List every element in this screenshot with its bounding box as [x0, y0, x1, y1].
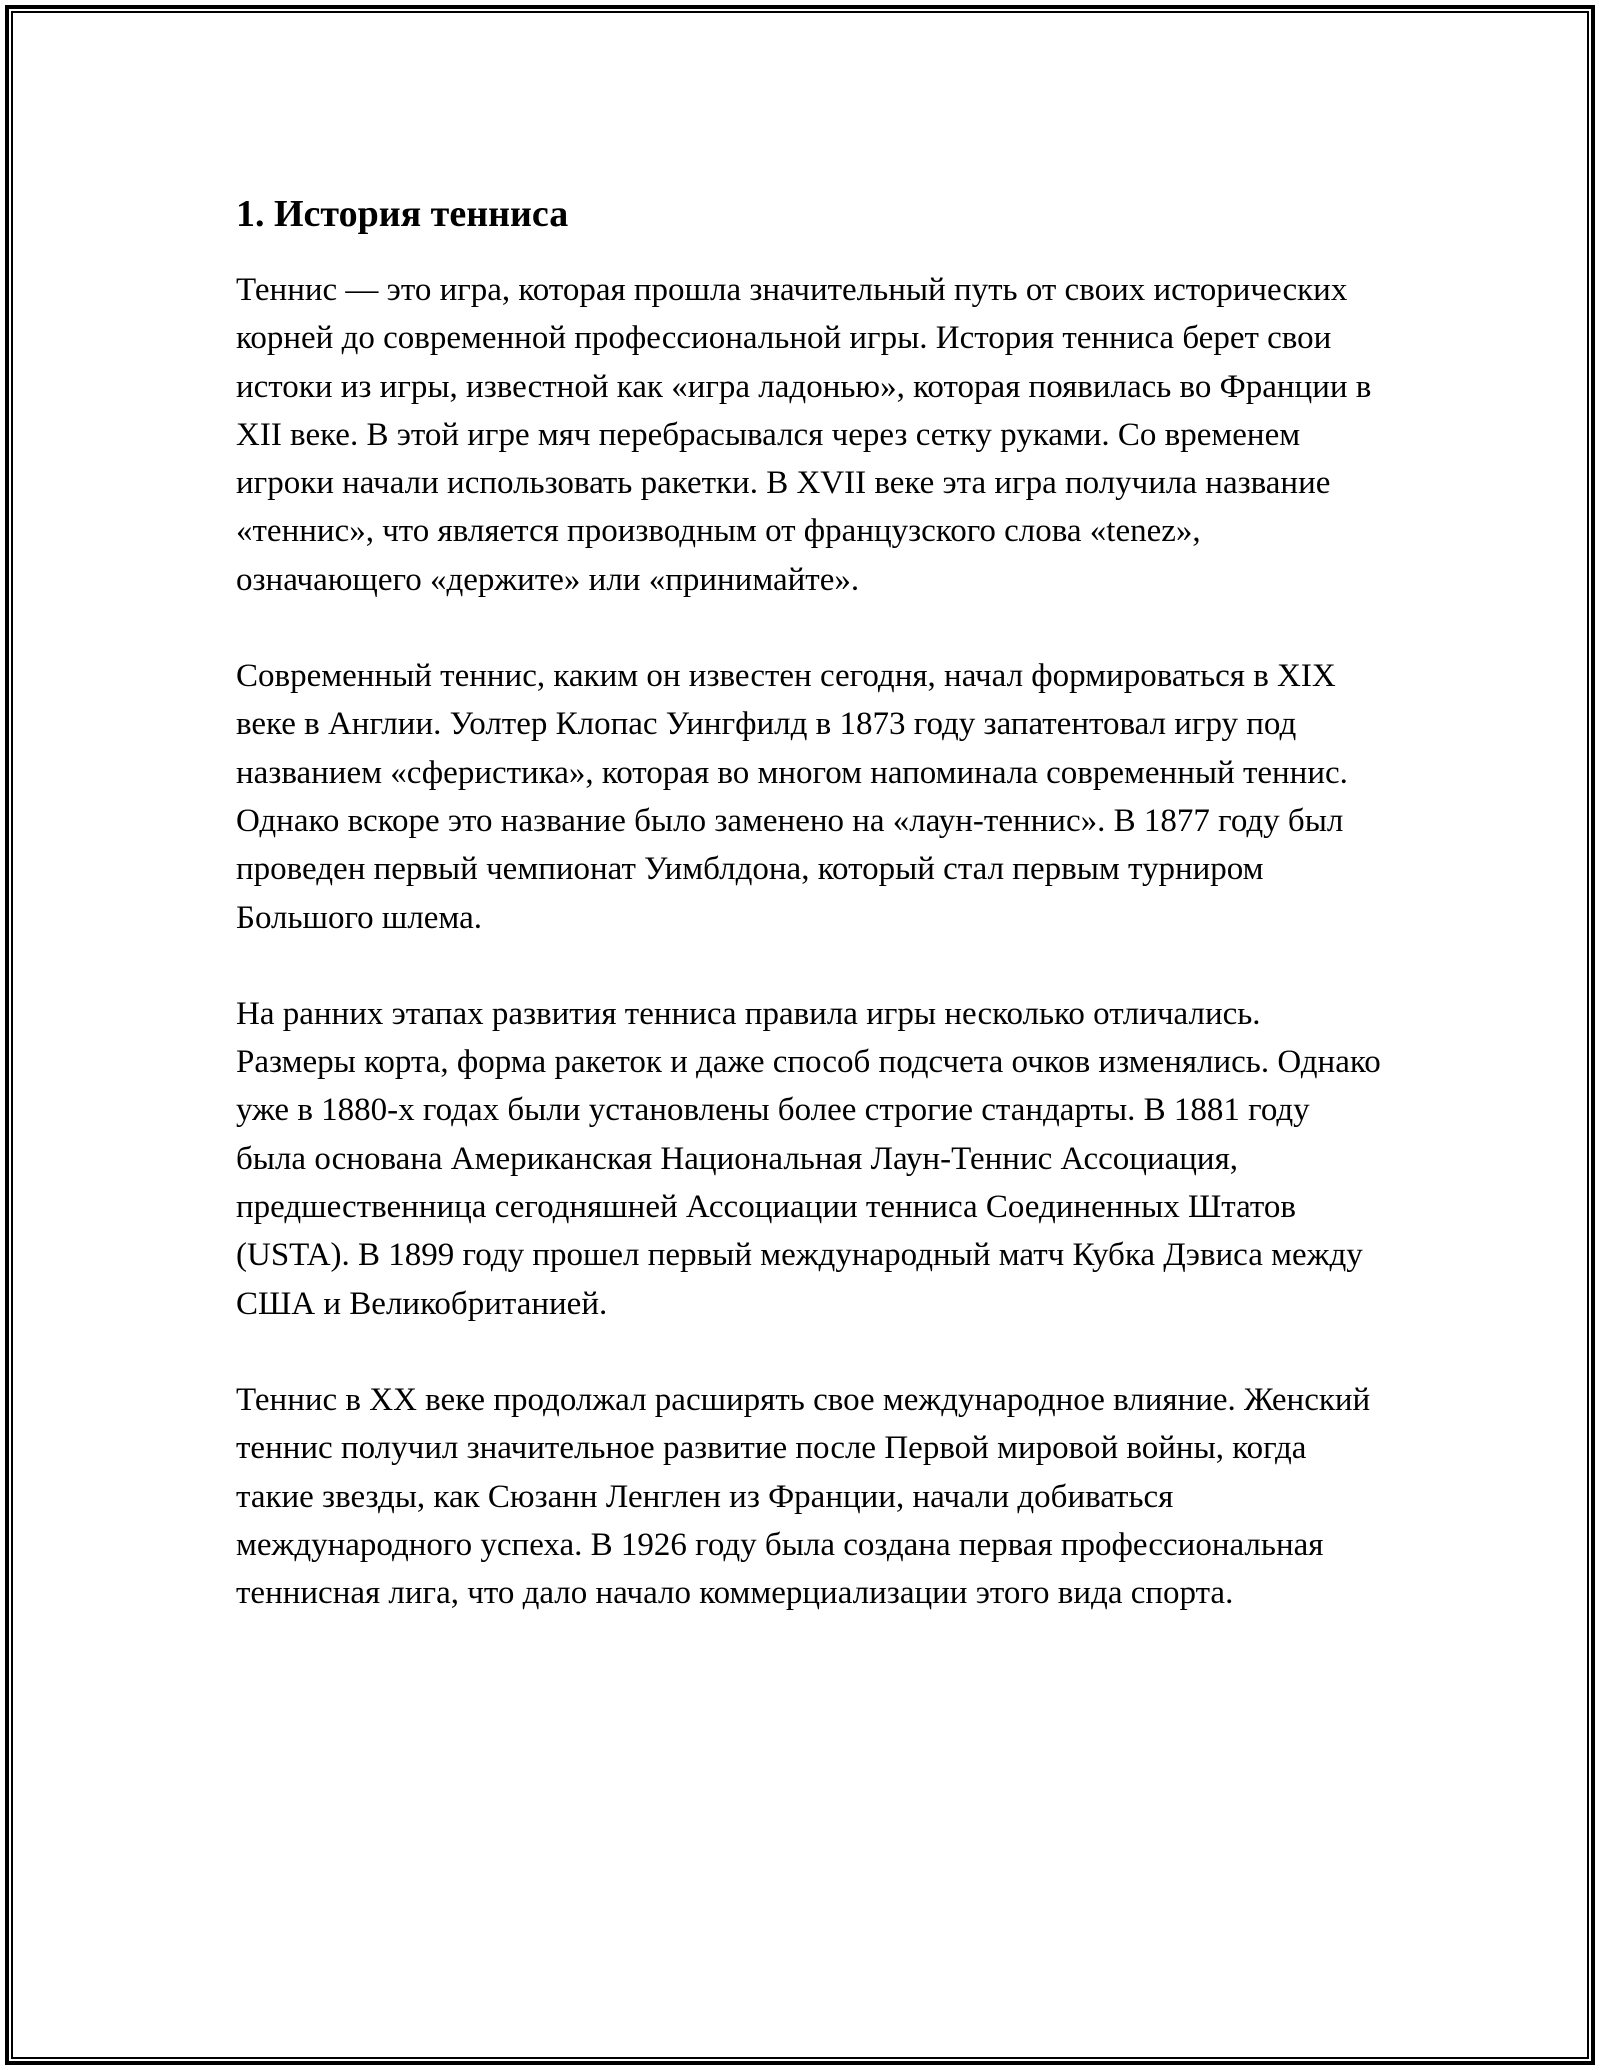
paragraph-3: На ранних этапах развития тенниса правила игры несколько отличались. Размеры корта, форма ракеток и даже способ подсчета очков изменялись. Однако уже в 1880-х годах были установлены более строгие стандарты. В 1881 году была основана Американская Национальная Лаун-Теннис Ассоциация, предшественница сегодняшней Ассоциации тенниса Соединенных Штатов (USTA). В 1899 году прошел первый международный матч Кубка Дэвиса между США и Великобританией. [236, 995, 1381, 1322]
paragraph-1: Теннис — это игра, которая прошла значительный путь от своих исторических корней до современной профессиональной игры. История тенниса берет свои истоки из игры, известной как «игра ладонью», которая появилась во Франции в XII веке. В этой игре мяч перебрасывался через сетку руками. Со временем игроки начали использовать ракетки. В XVII веке эта игра получила название «теннис», что является производным от французского слова «tenez», означающего «держите» или «принимайте». [236, 272, 1372, 598]
paragraph-4: Теннис в XX веке продолжал расширять свое международное влияние. Женский теннис получил значительное развитие после Первой мировой войны, когда такие звезды, как Сюзанн Ленглен из Франции, начали добиваться международного успеха. В 1926 году была создана первая профессиональная теннисная лига, что дало начало коммерциализации этого вида спорта. [236, 1381, 1371, 1612]
section-heading: 1. История тенниса [236, 193, 569, 235]
document-body [236, 188, 1386, 1665]
paragraph-2: Современный теннис, каким он известен сегодня, начал формироваться в XIX веке в Англии. Уолтер Клопас Уингфилд в 1873 году запатентовал игру под названием «сферистика», которая во многом напоминала современный теннис. Однако вскоре это название было заменено на «лаун-теннис». В 1877 году был проведен первый чемпионат Уимблдона, который стал первым турниром Большого шлема. [236, 658, 1348, 936]
